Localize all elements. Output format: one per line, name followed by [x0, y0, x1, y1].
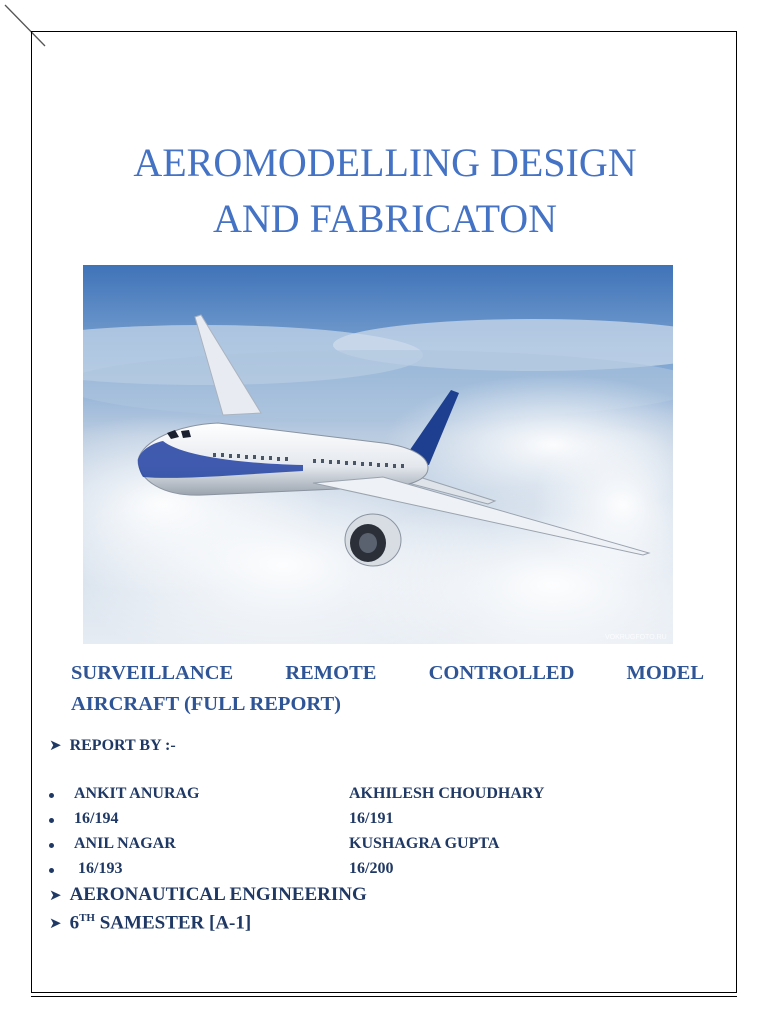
subtitle-word-1: SURVEILLANCE [71, 662, 234, 684]
department-label: AERONAUTICAL ENGINEERING [69, 884, 367, 905]
photo-watermark: VOKRUGFOTO.RU [605, 634, 667, 641]
author-4-roll: 16/200 [349, 860, 394, 877]
department-row [49, 884, 367, 906]
semester-number: 6 [69, 912, 80, 934]
author-1-roll: 16/194 [74, 810, 119, 827]
page-title [40, 135, 730, 247]
arrowhead-bullet-icon: ➤ [49, 736, 62, 754]
title-line-1: AEROMODELLING DESIGN [133, 140, 637, 185]
arrowhead-bullet-icon: ➤ [49, 914, 62, 933]
title-line-2: AND FABRICATON [212, 196, 558, 241]
report-subtitle [71, 658, 704, 720]
report-by-row [49, 736, 176, 755]
semester-suffix: TH [79, 912, 95, 924]
author-2-name: AKHILESH CHOUDHARY [349, 785, 545, 802]
subtitle-word-4: MODEL [626, 662, 704, 684]
report-by-label: REPORT BY :- [69, 737, 176, 754]
dot-bullet-icon [49, 818, 54, 823]
subtitle-line-2: AIRCRAFT (FULL REPORT) [71, 693, 341, 715]
author-3-roll: 16/193 [74, 860, 123, 877]
semester-label: SAMESTER [A-1] [94, 912, 252, 934]
subtitle-word-2: REMOTE [285, 662, 377, 684]
subtitle-word-3: CONTROLLED [428, 662, 575, 684]
dot-bullet-icon [49, 868, 54, 873]
author-1-name: ANKIT ANURAG [74, 785, 200, 802]
arrowhead-bullet-icon: ➤ [49, 886, 62, 904]
dot-bullet-icon [49, 793, 54, 798]
author-2-roll: 16/191 [349, 810, 394, 827]
aircraft-photo [83, 265, 673, 644]
semester-row [49, 912, 251, 934]
author-4-name: KUSHAGRA GUPTA [349, 835, 500, 852]
dot-bullet-icon [49, 843, 54, 848]
page-border-double-line [31, 996, 737, 997]
author-3-name: ANIL NAGAR [74, 835, 176, 852]
